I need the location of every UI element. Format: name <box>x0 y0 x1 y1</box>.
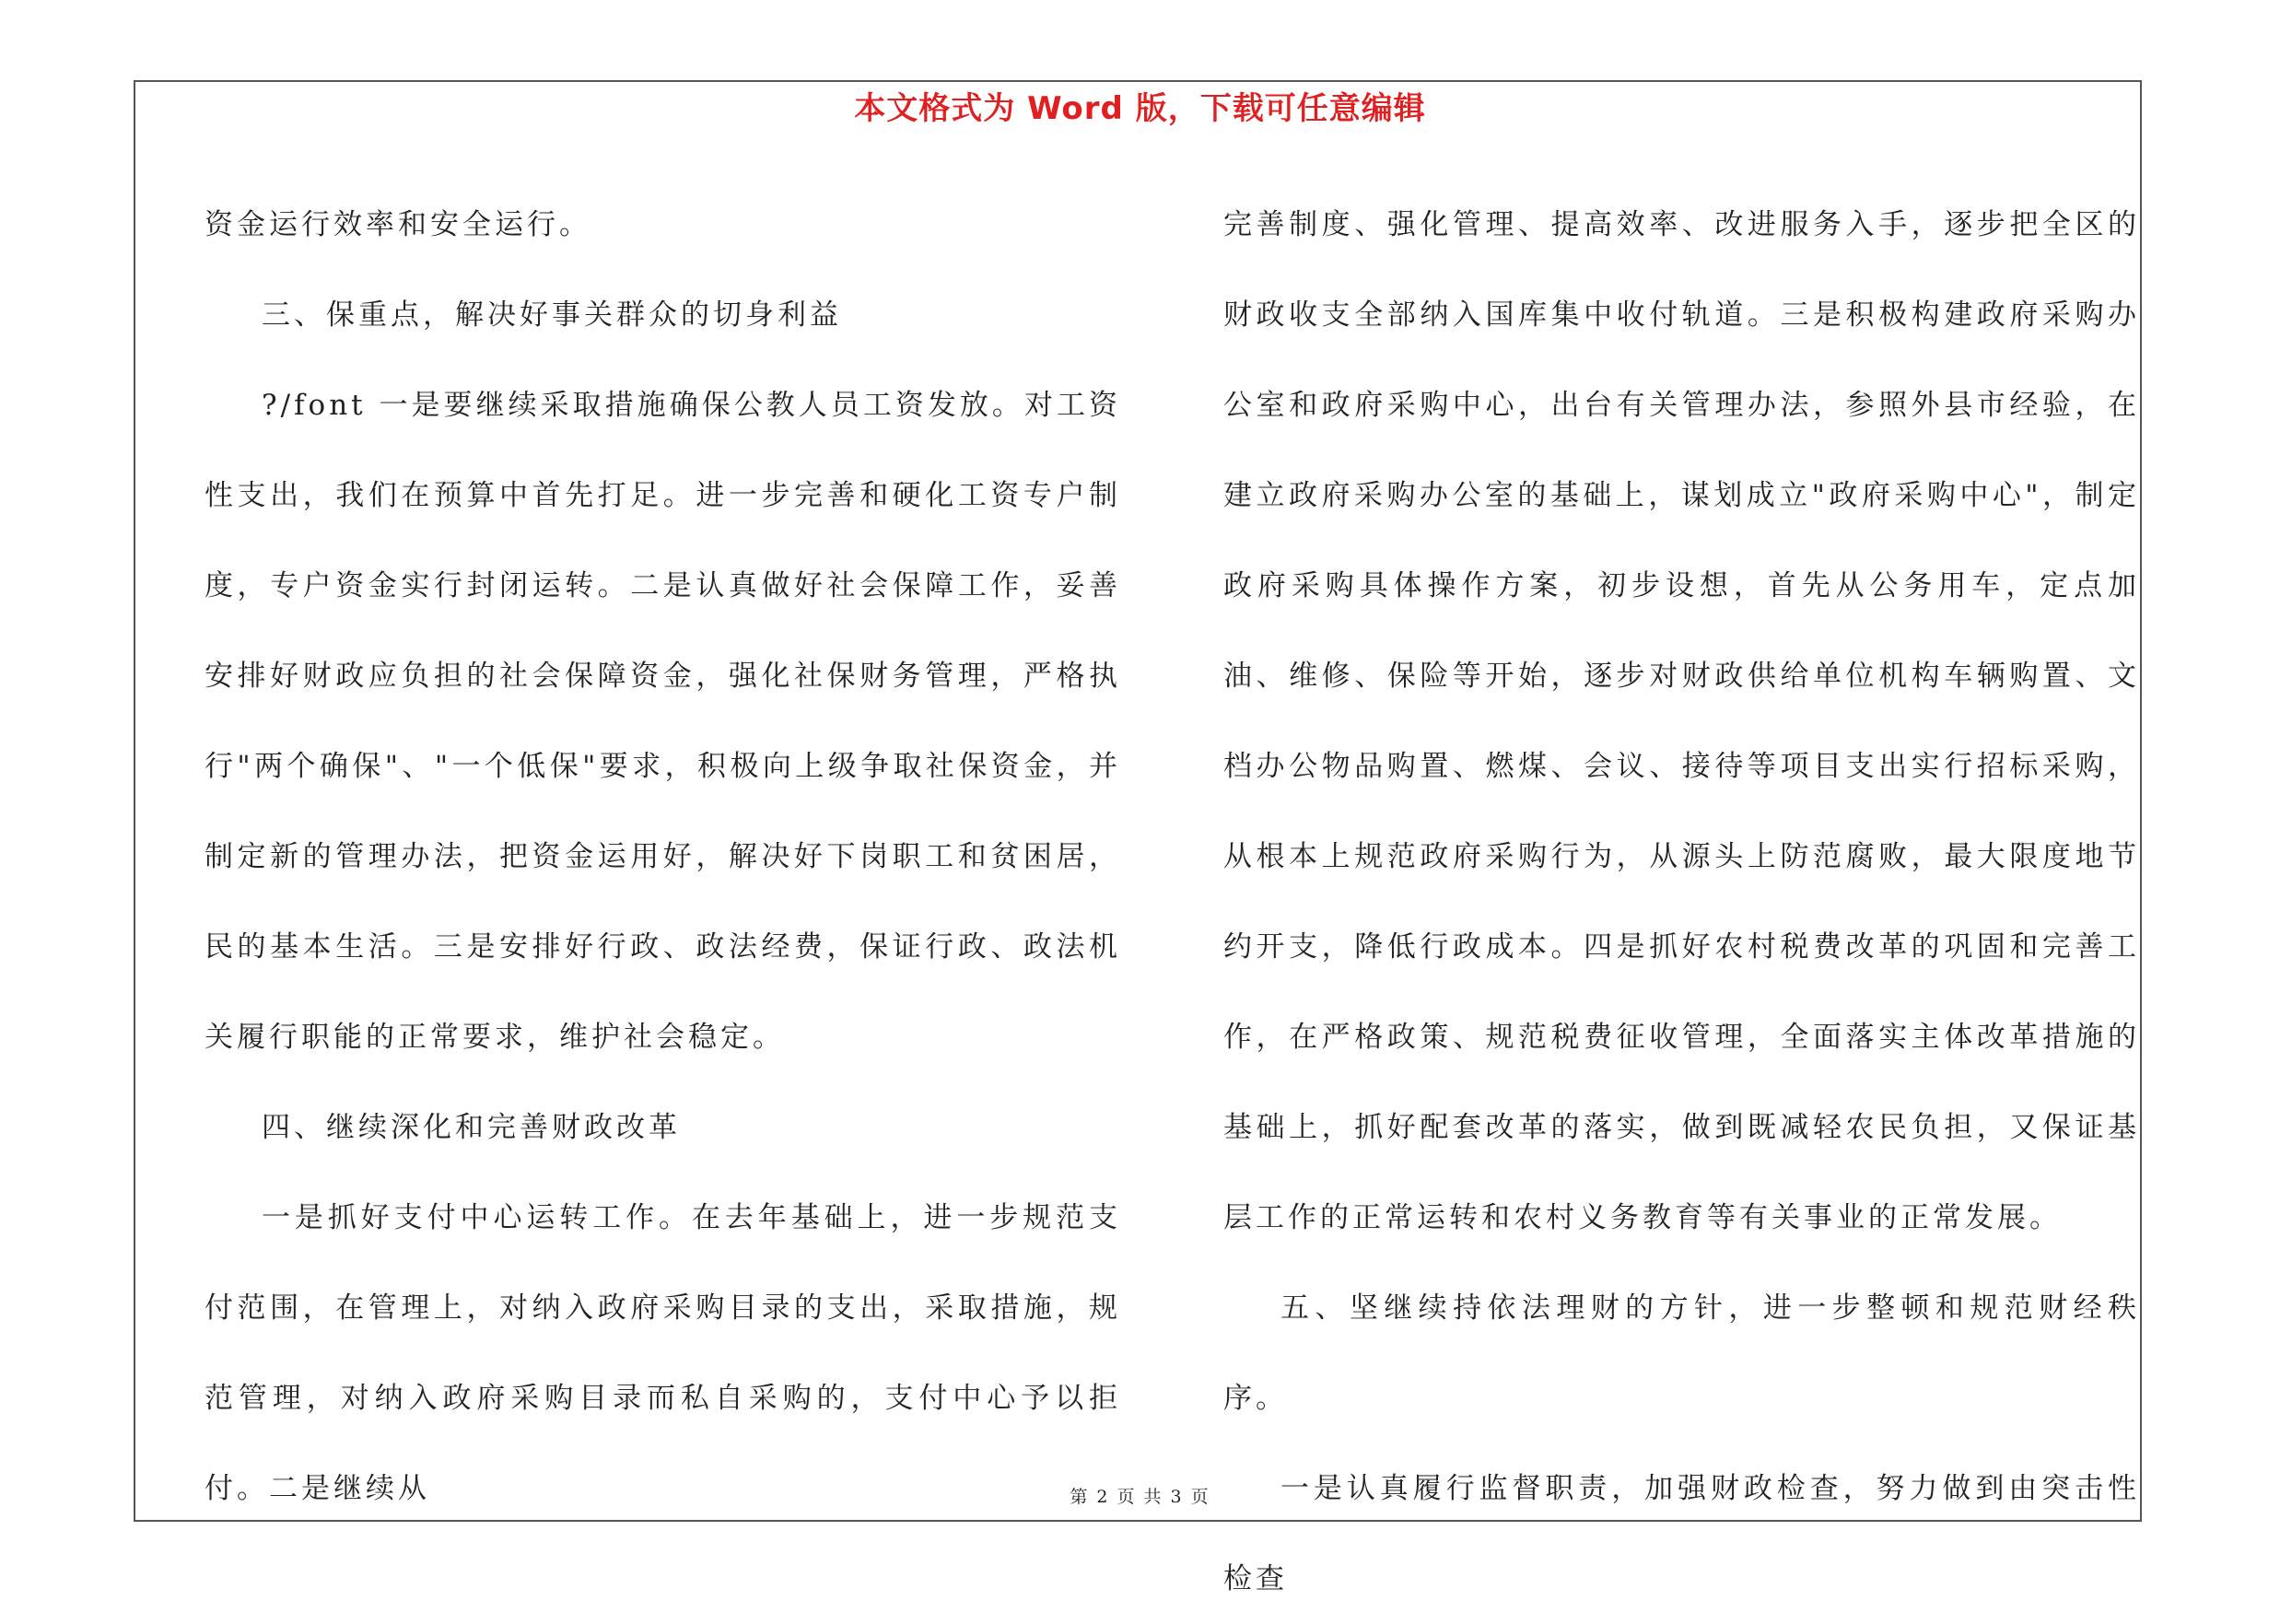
section-heading-4: 四、继续深化和完善财政改革 <box>262 1111 681 1144</box>
right-text-column <box>1223 180 2140 1624</box>
word-format-banner: 本文格式为 Word 版，下载可任意编辑 <box>854 90 1426 127</box>
paragraph: 一是认真履行监督职责，加强财政检查，努力做到由突击性检查 <box>1223 1472 2140 1595</box>
paragraph: 完善制度、强化管理、提高效率、改进服务入手，逐步把全区的财政收支全部纳入国库集中收付轨道。三是积极构建政府采购办公室和政府采购中心，出台有关管理办法，参照外县市经验，在建立政府采购办公室的基础上，谋划成立"政府采购中心"，制定政府采购具体操作方案，初步设想，首先从公务用车，定点加油、维修、保险等开始，逐步对财政供给单位机构车辆购置、文档办公物品购置、燃煤、会议、接待等项目支出实行招标采购，从根本上规范政府采购行为，从源头上防范腐败，最大限度地节约开支，降低行政成本。四是抓好农村税费改革的巩固和完善工作，在严格政策、规范税费征收管理，全面落实主体改革措施的基础上，抓好配套改革的落实，做到既减轻农民负担，又保证基层工作的正常运转和农村义务教育等有关事业的正常发展。 <box>1223 208 2140 1234</box>
paragraph: ?/font 一是要继续采取措施确保公教人员工资发放。对工资性支出，我们在预算中首先打足。进一步完善和硬化工资专户制度，专户资金实行封闭运转。二是认真做好社会保障工作，妥善安排好财政应负担的社会保障资金，强化社保财务管理，严格执行"两个确保"、"一个低保"要求，积极向上级争取社保资金，并制定新的管理办法，把资金运用好，解决好下岗职工和贫困居，民的基本生活。三是安排好行政、政法经费，保证行政、政法机关履行职能的正常要求，维护社会稳定。 <box>205 389 1121 1054</box>
section-heading-5: 五、坚继续持依法理财的方针，进一步整顿和规范财经秩序。 <box>1223 1291 2140 1415</box>
page-number-footer: 第 2 页 共 3 页 <box>1070 1487 1210 1507</box>
left-text-column <box>205 180 1121 1534</box>
section-heading-3: 三、保重点，解决好事关群众的切身利益 <box>262 298 842 332</box>
paragraph: 资金运行效率和安全运行。 <box>205 208 591 241</box>
paragraph: 一是抓好支付中心运转工作。在去年基础上，进一步规范支付范围，在管理上，对纳入政府采购目录的支出，采取措施，规范管理，对纳入政府采购目录而私自采购的，支付中心予以拒付。二是继续从 <box>205 1201 1121 1505</box>
